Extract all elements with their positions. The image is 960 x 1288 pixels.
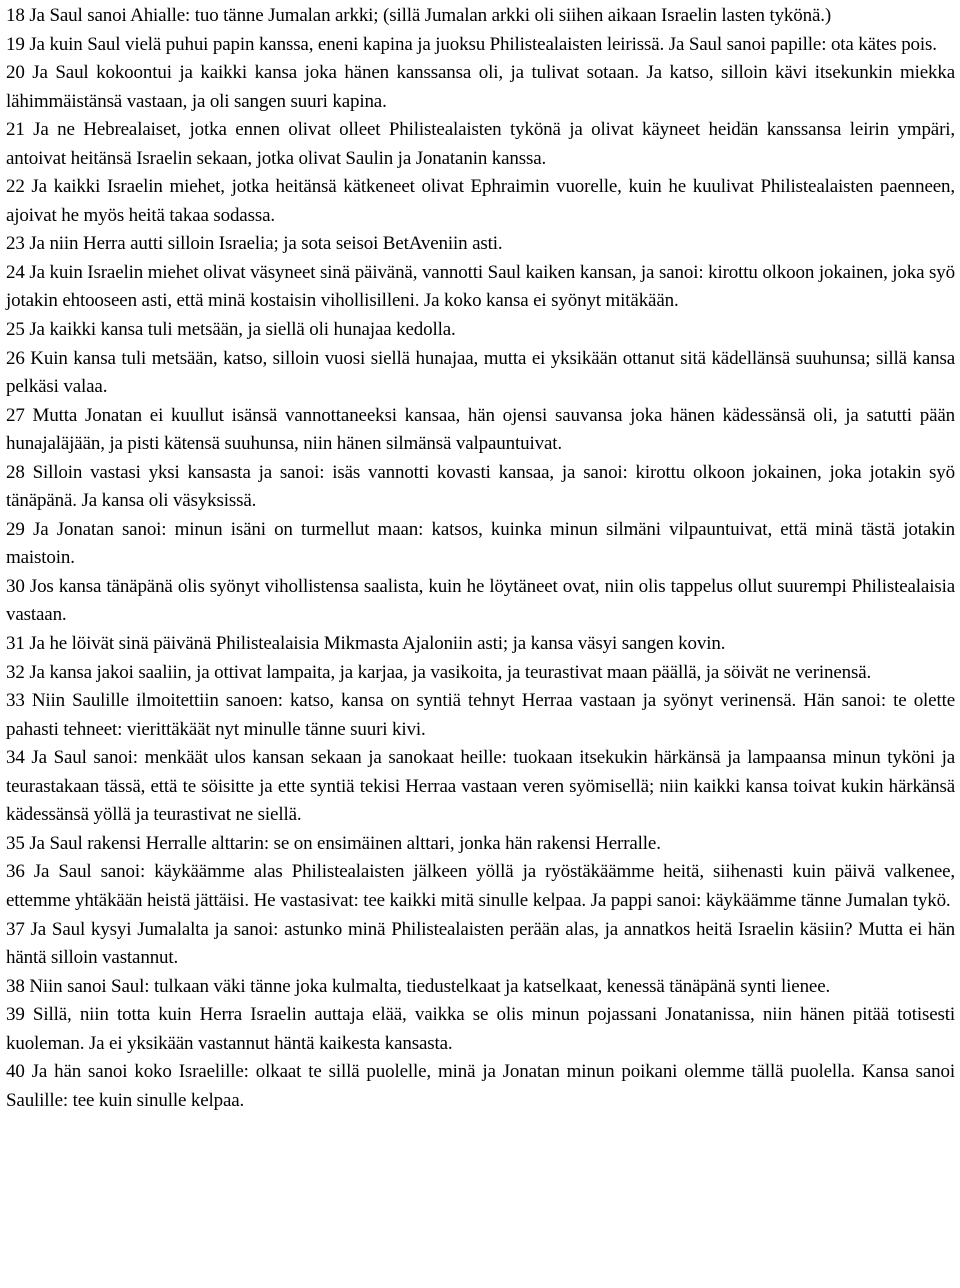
verse-31 [6, 630, 955, 659]
verse-number: 36 [6, 861, 25, 883]
verse-number: 31 [6, 633, 25, 655]
verse-text: Ja Jonatan sanoi: minun isäni on turmellut maan: katsos, kuinka minun silmäni vilpauntuivat, että minä tästä jotakin maistoin. [6, 518, 955, 569]
verse-text: Ja ne Hebrealaiset, jotka ennen olivat olleet Philistealaisten tykönä ja olivat käyneet heidän kanssansa leirin ympäri, antoivat heitänsä Israelin sekaan, jotka olivat Saulin ja Jonatanin kanssa. [6, 119, 955, 169]
verse-37 [6, 916, 955, 973]
verse-number: 27 [6, 404, 25, 426]
verse-text: Ja kuin Israelin miehet olivat väsyneet sinä päivänä, vannotti Saul kaiken kansan, ja sanoi: kirottu olkoon jokainen, joka syö jotakin ehtooseen asti, että minä kostaisin vihollisilleni. Ja koko kansa ei syönyt mitäkään. [6, 261, 955, 312]
verse-text: Ja Saul rakensi Herralle alttarin: se on ensimäinen alttari, jonka hän rakensi Herralle. [29, 832, 661, 854]
verse-30 [6, 573, 955, 630]
verse-32 [6, 659, 955, 688]
verse-28 [6, 459, 955, 516]
verse-text: Ja kansa jakoi saaliin, ja ottivat lampaita, ja karjaa, ja vasikoita, ja teurastivat maan päällä, ja söivät ne verinensä. [29, 661, 872, 683]
verse-34 [6, 744, 955, 830]
verse-35 [6, 830, 955, 859]
verse-29 [6, 516, 955, 573]
verse-25 [6, 316, 955, 345]
verse-number: 33 [6, 690, 25, 712]
verse-number: 38 [6, 975, 25, 997]
verse-text: Ja kuin Saul vielä puhui papin kanssa, eneni kapina ja juoksu Philistealaisten leirissä. Ja Saul sanoi papille: ota kätes pois. [29, 33, 937, 55]
verse-number: 35 [6, 832, 25, 854]
verse-text: Ja Saul kysyi Jumalalta ja sanoi: astunko minä Philistealaisten perään alas, ja annatkos heitä Israelin käsiin? Mutta ei hän häntä silloin vastannut. [6, 918, 955, 969]
verse-text: Ja Saul sanoi Ahialle: tuo tänne Jumalan arkki; (sillä Jumalan arkki oli siihen aikaan Israelin lasten tykönä.) [29, 5, 832, 26]
verse-number: 28 [6, 461, 25, 483]
verse-text: Ja Saul sanoi: menkäät ulos kansan sekaan ja sanokaat heille: tuokaan itsekukin härkänsä ja lampaansa minun tyköni ja teurastakaan tässä, että te söisitte ja ette syntiä tekisi Herraa vastaan veren syömisellä; niin kaikki kansa toivat kukin härkänsä kädessänsä yöllä ja teurastivat ne siellä. [6, 747, 955, 826]
verse-text: Ja Saul sanoi: käykäämme alas Philistealaisten jälkeen yöllä ja ryöstäkäämme heitä, siihenasti kuin päivä valkenee, ettemme yhtäkään heistä jättäisi. He vastasivat: tee kaikki mitä sinulle kelpaa. Ja pappi sanoi: käykäämme tänne Jumalan tykö. [6, 861, 955, 911]
verse-21 [6, 116, 955, 173]
verse-text: Niin sanoi Saul: tulkaan väki tänne joka kulmalta, tiedustelkaat ja katselkaat, kenessä tänäpänä synti lienee. [29, 975, 831, 997]
verse-20 [6, 59, 955, 116]
verse-text: Ja niin Herra autti silloin Israelia; ja sota seisoi BetAveniin asti. [29, 233, 503, 255]
verse-number: 18 [6, 5, 25, 26]
verse-text: Kuin kansa tuli metsään, katso, silloin vuosi siellä hunajaa, mutta ei yksikään ottanut sitä kädellänsä suuhunsa; sillä kansa pelkäsi valaa. [6, 347, 955, 398]
verse-number: 19 [6, 33, 25, 55]
verse-number: 37 [6, 918, 25, 940]
verse-19 [6, 31, 955, 60]
verse-38 [6, 973, 955, 1002]
verse-number: 20 [6, 62, 25, 84]
verse-text: Ja he löivät sinä päivänä Philistealaisia Mikmasta Ajaloniin asti; ja kansa väsyi sangen kovin. [29, 633, 726, 655]
verse-33 [6, 687, 955, 744]
verse-24 [6, 259, 955, 316]
verse-number: 32 [6, 661, 25, 683]
verse-text: Jos kansa tänäpänä olis syönyt vihollistensa saalista, kuin he löytäneet ovat, niin olis tappelus ollut suurempi Philistealaisia vastaan. [6, 575, 955, 626]
verse-number: 29 [6, 518, 25, 540]
verse-number: 40 [6, 1061, 25, 1083]
verse-number: 34 [6, 747, 25, 769]
verse-text: Ja kaikki kansa tuli metsään, ja siellä oli hunajaa kedolla. [29, 319, 456, 341]
verse-text: Ja kaikki Israelin miehet, jotka heitänsä kätkeneet olivat Ephraimin vuorelle, kuin he kuulivat Philistealaisten paenneen, ajoivat he myös heitä takaa sodassa. [6, 176, 955, 226]
verse-40 [6, 1058, 955, 1115]
verse-number: 22 [6, 176, 25, 198]
verse-text: Ja hän sanoi koko Israelille: olkaat te sillä puolelle, minä ja Jonatan minun poikani olemme tällä puolella. Kansa sanoi Saulille: tee kuin sinulle kelpaa. [6, 1061, 955, 1111]
verse-number: 30 [6, 575, 25, 597]
verse-23 [6, 230, 955, 259]
verse-number: 23 [6, 233, 25, 255]
verse-26 [6, 345, 955, 402]
verse-text: Mutta Jonatan ei kuullut isänsä vannottaneeksi kansaa, hän ojensi sauvansa joka hänen kädessänsä oli, ja satutti pään hunajaläjään, ja pisti kätensä suuhunsa, niin hänen silmänsä valpauntuivat. [6, 404, 955, 455]
verse-39 [6, 1001, 955, 1058]
verse-number: 24 [6, 261, 25, 283]
verse-number: 25 [6, 319, 25, 341]
verse-number: 26 [6, 347, 25, 369]
verse-number: 21 [6, 119, 25, 141]
verse-text: Ja Saul kokoontui ja kaikki kansa joka hänen kanssansa oli, ja tulivat sotaan. Ja katso, silloin kävi itsekunkin miekka lähimmäistänsä vastaan, ja oli sangen suuri kapina. [6, 62, 955, 112]
verse-text: Sillä, niin totta kuin Herra Israelin auttaja elää, vaikka se olis minun pojassani Jonatanissa, niin hänen pitää totisesti kuoleman. Ja ei yksikään vastannut häntä kaikesta kansasta. [6, 1004, 955, 1054]
verse-27 [6, 402, 955, 459]
verse-18 [6, 2, 955, 31]
verse-22 [6, 173, 955, 230]
verse-text: Silloin vastasi yksi kansasta ja sanoi: isäs vannotti kovasti kansaa, ja sanoi: kirottu olkoon jokainen, joka jotakin syö tänäpänä. Ja kansa oli väsyksissä. [6, 461, 955, 512]
verse-36 [6, 858, 955, 915]
verse-text: Niin Saulille ilmoitettiin sanoen: katso, kansa on syntiä tehnyt Herraa vastaan ja syönyt verinensä. Hän sanoi: te olette pahasti tehneet: vierittäkäät nyt minulle tänne suuri kivi. [6, 690, 955, 740]
verse-number: 39 [6, 1004, 25, 1026]
